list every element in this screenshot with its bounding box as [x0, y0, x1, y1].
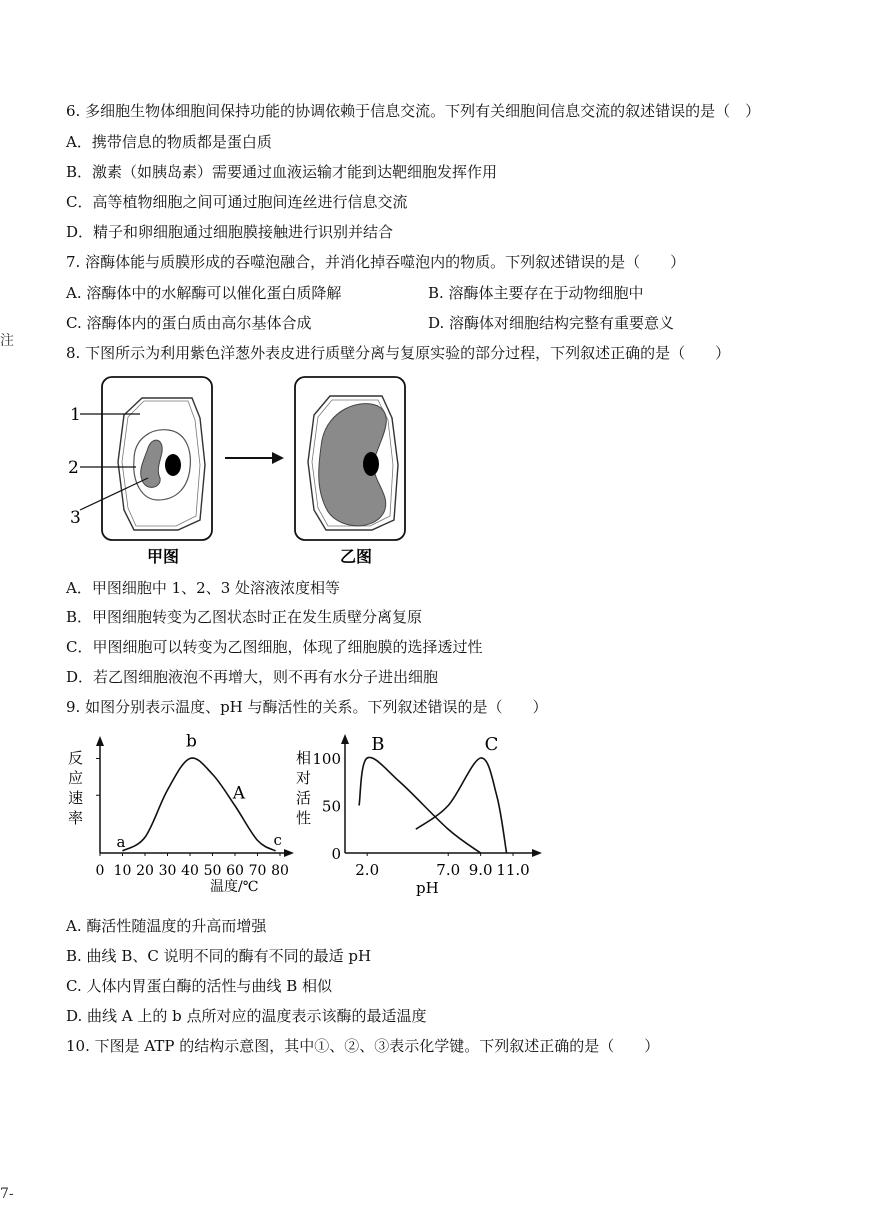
c2-ylabel-char-3: 活: [296, 789, 312, 807]
c1-x-tick-label: 0: [95, 863, 105, 879]
c2-y-arrow: [341, 734, 349, 744]
ylabel-char-1: 反: [68, 749, 84, 767]
curve-a-label: A: [232, 783, 246, 804]
label-1: 1: [70, 405, 81, 425]
c2-x-tick-label: 11.0: [496, 861, 530, 879]
q8-option-d: D．若乙图细胞液泡不再增大，则不再有水分子进出细胞: [66, 668, 439, 686]
curve-a: [123, 758, 276, 851]
c2-x-tick-label: 7.0: [436, 861, 461, 879]
point-c-label: c: [273, 830, 282, 849]
jia-cell-wall: [118, 398, 205, 530]
curve-b-label: B: [371, 734, 385, 755]
q9-stem: 9. 如图分别表示温度、pH 与酶活性的关系。下列叙述错误的是（ ）: [66, 698, 548, 716]
page-mark: 7-: [0, 1186, 14, 1202]
q6-option-b: B．激素（如胰岛素）需要通过血液运输才能到达靶细胞发挥作用: [66, 163, 498, 181]
q7-option-c: C. 溶酶体内的蛋白质由高尔基体合成: [66, 314, 312, 332]
yi-nucleus: [363, 452, 379, 476]
q8-option-b: B．甲图细胞转变为乙图状态时正在发生质壁分离复原: [66, 608, 423, 626]
q10-stem: 10. 下图是 ATP 的结构示意图，其中①、②、③表示化学键。下列叙述正确的是（ ）: [66, 1037, 660, 1055]
q7-option-a: A. 溶酶体中的水解酶可以催化蛋白质降解: [66, 284, 342, 302]
c1-x-tick-label: 70: [248, 863, 267, 879]
q6-option-c: C．高等植物细胞之间可通过胞间连丝进行信息交流: [66, 193, 408, 211]
jia-caption: 甲图: [147, 547, 180, 566]
q7-option-d: D. 溶酶体对细胞结构完整有重要意义: [428, 314, 675, 332]
ylabel-char-3: 速: [68, 789, 84, 807]
yi-caption: 乙图: [340, 547, 373, 566]
q9-option-a: A. 酶活性随温度的升高而增强: [66, 917, 267, 935]
c2-y-tick-label: 50: [321, 797, 341, 816]
q9-option-b: B. 曲线 B、C 说明不同的酶有不同的最适 pH: [66, 947, 372, 965]
point-b-label: b: [186, 731, 197, 752]
c1-xlabel: 温度/℃: [210, 879, 259, 895]
curve-b: [359, 757, 481, 853]
c1-x-tick-label: 50: [203, 863, 222, 879]
c2-ylabel-char-4: 性: [296, 809, 312, 827]
ph-chart: [290, 728, 550, 903]
curve-c-label: C: [484, 734, 499, 755]
q6-option-d: D．精子和卵细胞通过细胞膜接触进行识别并结合: [66, 223, 394, 241]
temperature-chart: [60, 728, 300, 903]
c2-x-arrow: [532, 849, 542, 857]
q6-option-a: A．携带信息的物质都是蛋白质: [66, 133, 272, 151]
q8-option-a: A．甲图细胞中 1、2、3 处溶液浓度相等: [66, 579, 341, 597]
c2-ylabel-char-2: 对: [296, 769, 312, 787]
q6-stem: 6. 多细胞生物体细胞间保持功能的协调依赖于信息交流。下列有关细胞间信息交流的叙述错误的是（ ）: [66, 102, 761, 120]
label-2: 2: [68, 458, 79, 478]
c1-x-tick-label: 20: [136, 863, 154, 879]
c2-xlabel: pH: [416, 879, 439, 897]
ylabel-char-4: 率: [68, 809, 84, 827]
q8-option-c: C．甲图细胞可以转变为乙图细胞，体现了细胞膜的选择透过性: [66, 638, 483, 656]
q8-stem: 8. 下图所示为利用紫色洋葱外表皮进行质壁分离与复原实验的部分过程，下列叙述正确的是（ ）: [66, 344, 731, 362]
jia-nucleus: [165, 454, 181, 476]
q9-option-d: D. 曲线 A 上的 b 点所对应的温度表示该酶的最适温度: [66, 1007, 427, 1025]
point-a-label: a: [116, 832, 126, 851]
c2-x-tick-label: 9.0: [468, 861, 493, 879]
c2-x-tick-label: 2.0: [355, 861, 380, 879]
c1-y-arrow: [96, 736, 104, 746]
c1-x-tick-label: 40: [181, 863, 199, 879]
c1-x-tick-label: 30: [158, 863, 177, 879]
q7-stem: 7. 溶酶体能与质膜形成的吞噬泡融合，并消化掉吞噬泡内的物质。下列叙述错误的是（ ）: [66, 253, 686, 271]
q7-option-b: B. 溶酶体主要存在于动物细胞中: [428, 284, 644, 302]
c1-x-tick-label: 60: [226, 863, 244, 879]
c2-ylabel-char-1: 相: [296, 749, 312, 767]
c1-x-tick-label: 10: [113, 863, 132, 879]
c2-y-tick-label: 100: [312, 750, 341, 768]
c1-x-tick-label: 80: [271, 863, 289, 879]
plasmolysis-figure: [60, 370, 420, 570]
margin-mark: 注: [0, 333, 14, 349]
label-3: 3: [70, 508, 81, 528]
c2-y-tick-label: 0: [331, 845, 341, 863]
ylabel-char-2: 应: [68, 769, 84, 787]
q9-option-c: C. 人体内胃蛋白酶的活性与曲线 B 相似: [66, 977, 333, 995]
